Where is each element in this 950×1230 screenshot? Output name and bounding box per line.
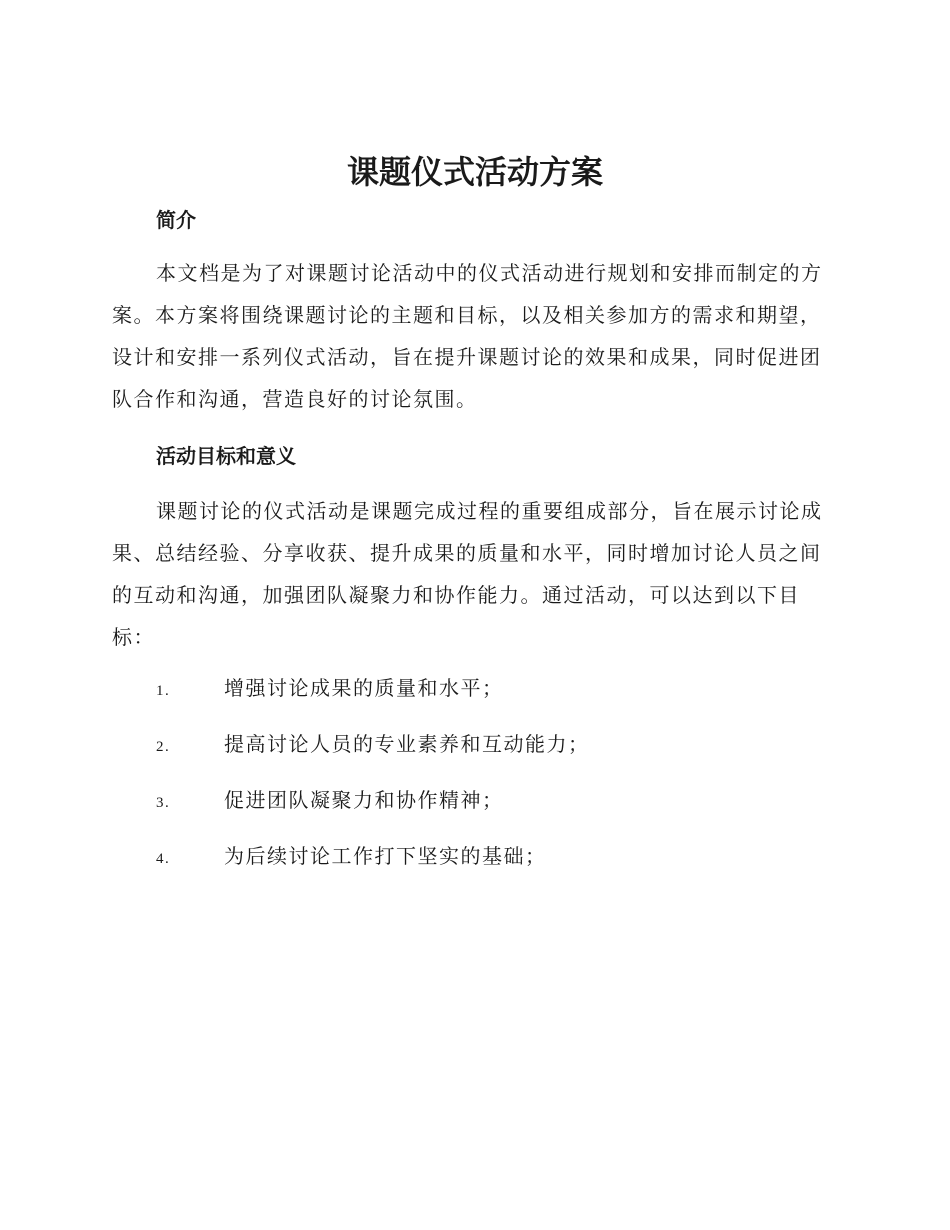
list-item-number: 3. <box>156 795 171 811</box>
list-item <box>156 784 590 840</box>
list-item-number: 1. <box>156 683 171 699</box>
list-item-text: 增强讨论成果的质量和水平； <box>224 676 504 700</box>
list-item <box>156 728 590 784</box>
list-item-text: 促进团队凝聚力和协作精神； <box>224 788 504 812</box>
section-heading-goals: 活动目标和意义 <box>156 444 296 468</box>
list-item-number: 4. <box>156 851 171 867</box>
list-item <box>156 672 590 728</box>
goals-paragraph: 课题讨论的仪式活动是课题完成过程的重要组成部分，旨在展示讨论成果、总结经验、分享收获、提升成果的质量和水平，同时增加讨论人员之间的互动和沟通，加强团队凝聚力和协作能力。通过活动，可以达到以下目标： <box>112 499 823 649</box>
document-title: 课题仪式活动方案 <box>346 153 603 191</box>
list-item-number: 2. <box>156 739 171 755</box>
goals-list <box>156 672 590 896</box>
list-item <box>156 840 590 896</box>
list-item-text: 提高讨论人员的专业素养和互动能力； <box>224 732 590 756</box>
section-heading-intro: 简介 <box>156 208 196 232</box>
intro-paragraph: 本文档是为了对课题讨论活动中的仪式活动进行规划和安排而制定的方案。本方案将围绕课题讨论的主题和目标，以及相关参加方的需求和期望，设计和安排一系列仪式活动，旨在提升课题讨论的效果和成果，同时促进团队合作和沟通，营造良好的讨论氛围。 <box>112 261 823 411</box>
list-item-text: 为后续讨论工作打下坚实的基础； <box>224 844 547 868</box>
